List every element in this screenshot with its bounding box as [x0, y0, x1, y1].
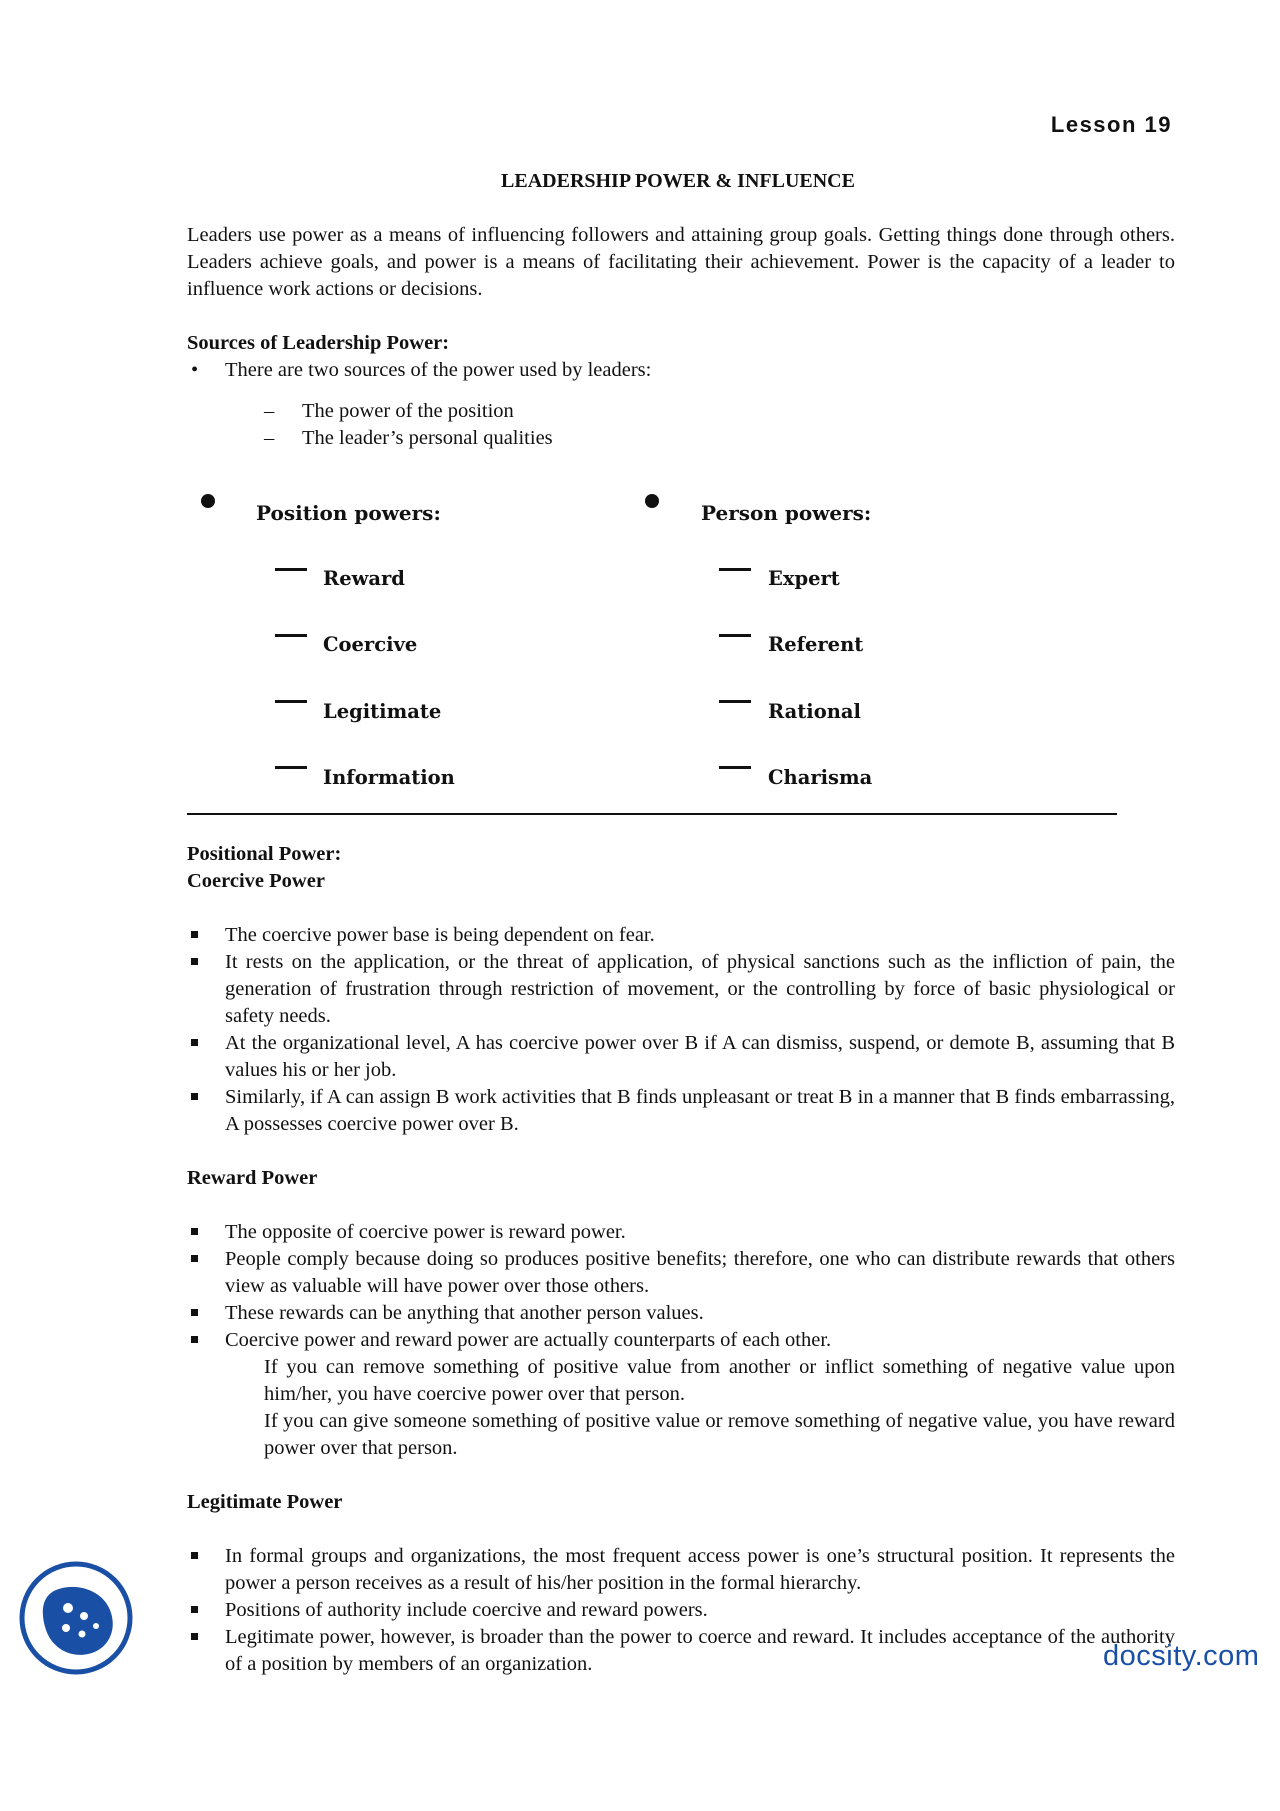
- docsity-logo-icon[interactable]: [18, 1560, 134, 1676]
- position-powers-heading: Position powers:: [256, 501, 441, 525]
- positional-heading: Positional Power:: [187, 843, 342, 865]
- dash-mark: [719, 766, 751, 769]
- lesson-label: Lesson 19: [1050, 112, 1172, 137]
- sources-item: – The leader’s personal qualities: [264, 427, 553, 449]
- coercive-heading: Coercive Power: [187, 870, 325, 892]
- square-bullet: [191, 1633, 198, 1640]
- person-item-rational: Rational: [768, 700, 861, 723]
- bullet-dot: •: [191, 359, 199, 381]
- list-item: In formal groups and organizations, the most frequent access power is one’s structural position. It represents the power a person receives as a result of his/her position in the formal hierarchy.: [187, 1543, 1175, 1597]
- section-divider: [187, 813, 1117, 815]
- list-item: It rests on the application, or the threat of application, of physical sanctions such as the infliction of pain, the generation of frustration through restriction of movement, or the controlling by force of basic physiological or safety needs.: [187, 949, 1175, 1030]
- page-title: LEADERSHIP POWER & INFLUENCE: [501, 170, 855, 192]
- square-bullet: [191, 1336, 198, 1343]
- list-item: Coercive power and reward power are actually counterparts of each other.: [187, 1327, 1175, 1354]
- docsity-watermark[interactable]: docsity.com: [1103, 1640, 1260, 1672]
- sources-bullet: • There are two sources of the power used by leaders:: [187, 357, 1175, 384]
- positional-section: [187, 841, 1175, 1678]
- person-bullet: [645, 494, 659, 508]
- dash-mark: [719, 700, 751, 703]
- square-bullet: [191, 931, 198, 938]
- list-item: Legitimate power, however, is broader than the power to coerce and reward. It includes acceptance of the authority of a position by members of an organization.: [187, 1624, 1175, 1678]
- intro-paragraph: Leaders use power as a means of influencing followers and attaining group goals. Getting things done through others. Leaders achieve goals, and power is a means of facilitating their achievement. Power is the capacity of a leader to influence work actions or decisions.: [187, 224, 1175, 300]
- legitimate-heading: Legitimate Power: [187, 1491, 343, 1513]
- sources-heading: Sources of Leadership Power:: [187, 332, 450, 354]
- list-item: Similarly, if A can assign B work activities that B finds unpleasant or treat B in a manner that B finds embarrassing, A possesses coercive power over B.: [187, 1084, 1175, 1138]
- intro-section: [187, 222, 1175, 452]
- square-bullet: [191, 1552, 198, 1559]
- dash-mark: [275, 766, 307, 769]
- square-bullet: [191, 1606, 198, 1613]
- dash-mark: [275, 568, 307, 571]
- list-item: At the organizational level, A has coercive power over B if A can dismiss, suspend, or demote B, assuming that B values his or her job.: [187, 1030, 1175, 1084]
- dash-mark: [719, 634, 751, 637]
- square-bullet: [191, 958, 198, 965]
- sub-paragraph: If you can give someone something of positive value or remove something of negative value, you have reward power over that person.: [264, 1410, 1175, 1459]
- logo-graphic: [18, 1560, 134, 1676]
- sub-paragraph: If you can remove something of positive value from another or inflict something of negative value upon him/her, you have coercive power over that person.: [264, 1356, 1175, 1405]
- list-item: The opposite of coercive power is reward power.: [187, 1219, 1175, 1246]
- square-bullet: [191, 1309, 198, 1316]
- square-bullet: [191, 1093, 198, 1100]
- person-powers-heading: Person powers:: [701, 501, 872, 525]
- list-item: People comply because doing so produces positive benefits; therefore, one who can distribute rewards that others view as valuable will have power over those others.: [187, 1246, 1175, 1300]
- square-bullet: [191, 1255, 198, 1262]
- position-item-legitimate: Legitimate: [323, 700, 442, 723]
- dash-mark: [719, 568, 751, 571]
- square-bullet: [191, 1039, 198, 1046]
- list-item: The coercive power base is being dependent on fear.: [187, 922, 1175, 949]
- list-item: These rewards can be anything that another person values.: [187, 1300, 1175, 1327]
- dash-mark: [275, 700, 307, 703]
- position-item-reward: Reward: [323, 567, 405, 590]
- list-item: Positions of authority include coercive and reward powers.: [187, 1597, 1175, 1624]
- dash-mark: [275, 634, 307, 637]
- sources-item: – The power of the position: [264, 400, 514, 422]
- position-bullet: [201, 494, 215, 508]
- square-bullet: [191, 1228, 198, 1235]
- person-item-referent: Referent: [768, 633, 864, 656]
- position-item-coercive: Coercive: [323, 633, 418, 656]
- person-item-expert: Expert: [768, 567, 840, 590]
- reward-heading: Reward Power: [187, 1167, 318, 1189]
- person-item-charisma: Charisma: [768, 766, 873, 789]
- position-item-information: Information: [323, 766, 455, 789]
